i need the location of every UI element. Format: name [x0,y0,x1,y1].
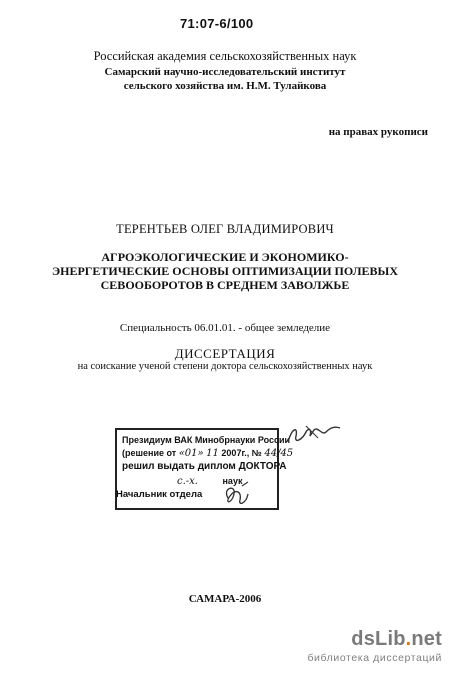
dslib-subtitle: библиотека диссертаций [307,652,442,664]
title-line: СЕВООБОРОТОВ В СРЕДНЕМ ЗАВОЛЖЬЕ [100,278,350,292]
institute-name-line2: сельского хозяйства им. Н.М. Тулайкова [123,80,327,92]
stamp-decision-day: «01» [178,448,204,459]
dslib-watermark [307,628,442,664]
catalog-number: 71:07-6/100 [180,16,254,31]
stamp-department-head: Начальник отдела [116,489,203,500]
dissertation-title [0,250,450,292]
signature-top-icon [284,422,346,448]
stamp-decision-month: 11 [206,448,219,459]
author-name: ТЕРЕНТЬЕВ ОЛЕГ ВЛАДИМИРОВИЧ [116,222,334,236]
stamp-line-decision [122,448,293,459]
document-type: ДИССЕРТАЦИЯ [174,346,276,361]
stamp-line-presidium: Президиум ВАК Минобрнауки России [122,435,291,445]
stamp-field-value: с.-х. [177,476,198,487]
specialty-line: Специальность 06.01.01. - общее земледелие [119,322,331,334]
stamp-decision-year: 2007г., № [221,448,262,458]
organization-name: Российская академия сельскохозяйственных наук [93,49,357,63]
stamp-field-suffix: наук [222,476,243,486]
stamp-decision-prefix: (решение от [122,448,177,458]
stamp-line-diploma: решил выдать диплом ДОКТОРА [122,461,287,472]
institute-name-line1: Самарский научно-исследовательский институт [104,66,346,78]
title-line: ЭНЕРГЕТИЧЕСКИЕ ОСНОВЫ ОПТИМИЗАЦИИ ПОЛЕВЫХ [51,264,399,278]
degree-line: на соискание ученой степени доктора сельскохозяйственных наук [77,361,373,372]
rights-notice: на правах рукописи [328,126,428,138]
title-line: АГРОЭКОЛОГИЧЕСКИЕ И ЭКОНОМИКО- [101,250,349,264]
dslib-logo: dsLib.net [351,628,442,650]
signature-bottom-icon [218,480,258,510]
stamp-decision-number: 44/45 [264,448,294,459]
city-year: САМАРА-2006 [188,593,262,605]
